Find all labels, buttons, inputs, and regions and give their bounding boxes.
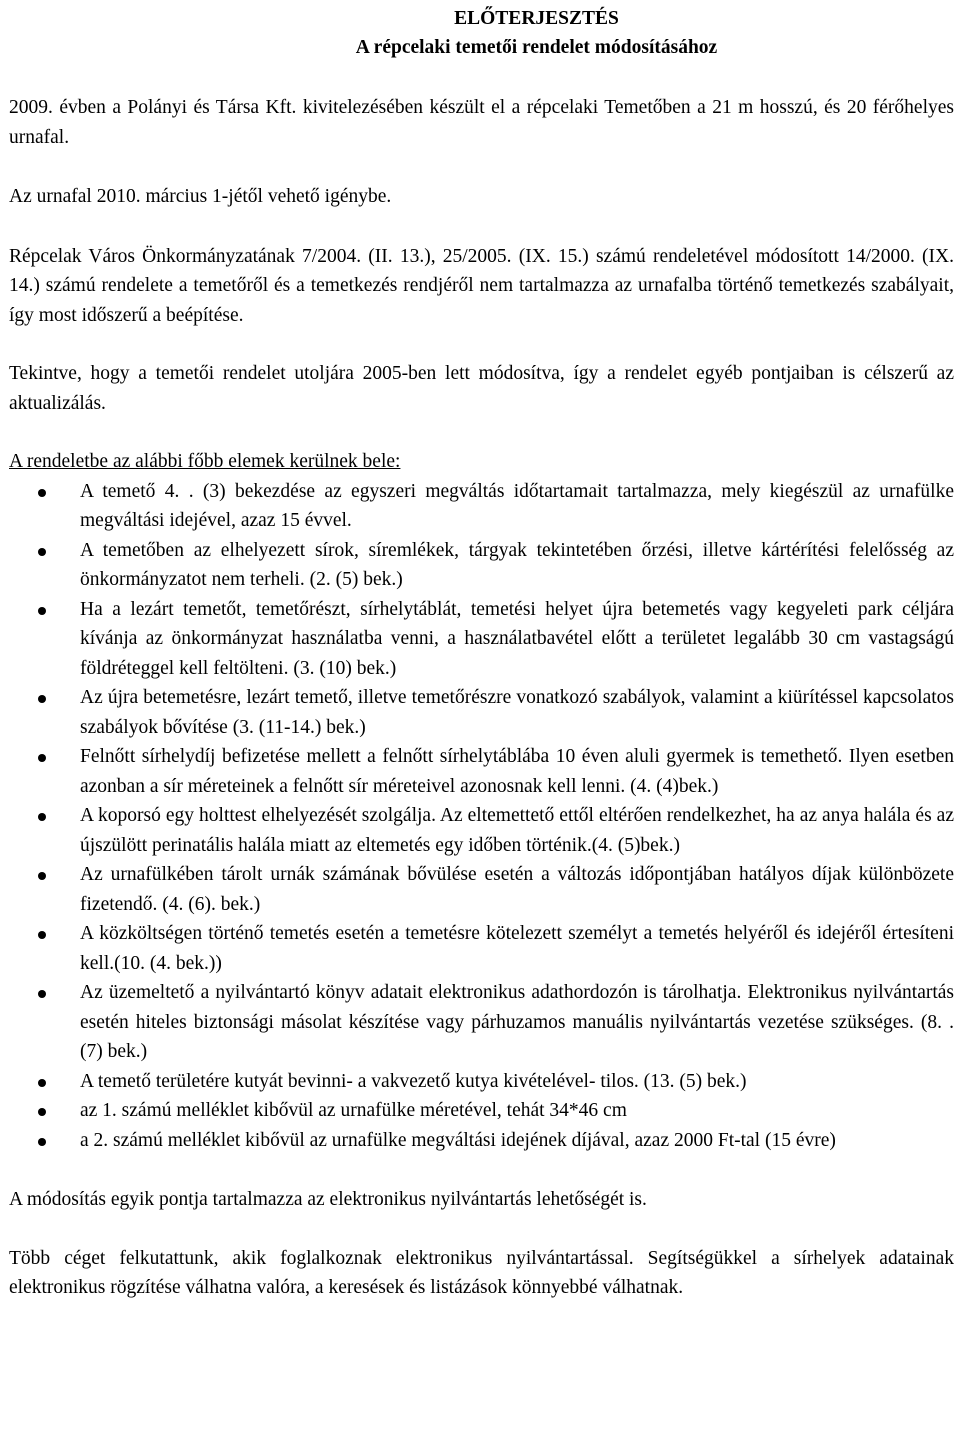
spacer (9, 330, 954, 359)
bullet-icon (38, 1108, 46, 1116)
spacer (9, 62, 954, 93)
list-item (9, 1126, 954, 1156)
list-item (9, 978, 954, 1067)
title-block (119, 4, 954, 62)
bullet-icon (38, 754, 46, 762)
bullet-icon (38, 813, 46, 821)
list-item-text: A temető területére kutyát bevinni- a vakvezető kutya kivételével- tilos. (13. (5) bek.) (80, 1070, 747, 1092)
list-item (9, 1067, 954, 1097)
list-item-text: A közköltségen történő temetés esetén a temetésre kötelezett személyt a temetés helyéről és idejéről értesíteni kell.(10. (4. bek.)) (80, 923, 954, 974)
document-page (9, 4, 954, 1303)
intro-paragraph-4: Tekintve, hogy a temetői rendelet utoljára 2005-ben lett módosítva, így a rendelet egyéb pontjaiban is célszerű az aktualizálás. (9, 363, 954, 414)
list-item (9, 860, 954, 919)
bullet-list (9, 477, 954, 1156)
list-item (9, 1096, 954, 1126)
document-subtitle: A répcelaki temetői rendelet módosításához (355, 37, 718, 58)
document-title: ELŐTERJESZTÉS (454, 8, 619, 29)
bullet-icon (38, 607, 46, 615)
list-item-text: A koporsó egy holttest elhelyezését szolgálja. Az eltemettető ettől eltérően rendelkezhet, ha az anya halála és az újszülött perinatális halála miatt az eltemetés egy időben történik.(4. (5)bek.) (80, 805, 954, 856)
list-item-text: az 1. számú melléklet kibővül az urnafülke méretével, tehát 34*46 cm (80, 1100, 627, 1121)
spacer (9, 1155, 954, 1185)
bullet-icon (38, 1079, 46, 1087)
list-item (9, 477, 954, 536)
list-item (9, 536, 954, 595)
list-item-text: A temető 4. . (3) bekezdése az egyszeri megváltás időtartamait tartalmazza, mely kiegészül az urnafülke megváltási idejével, azaz 15 évvel. (80, 480, 954, 531)
spacer (9, 1215, 954, 1244)
list-item-text: A temetőben az elhelyezett sírok, síremlékek, tárgyak tekintetében őrzési, illetve kártérítési felelősség az önkormányzatot nem terheli. (2. (5) bek.) (80, 539, 954, 590)
list-heading: A rendeletbe az alábbi főbb elemek kerülnek bele: (9, 451, 401, 472)
bullet-icon (38, 1138, 46, 1146)
list-item (9, 742, 954, 801)
spacer (9, 212, 954, 242)
spacer (9, 152, 954, 182)
spacer (9, 418, 954, 447)
closing-paragraph-2: Több céget felkutattunk, akik foglalkoznak elektronikus nyilvántartással. Segítségükkel a sírhelyek adatainak elektronikus rögzítése válhatna valóra, a keresések és listázások könnyebbé válhatnak. (9, 1247, 954, 1298)
intro-paragraph-3: Répcelak Város Önkormányzatának 7/2004. (II. 13.), 25/2005. (IX. 15.) számú rendeletével módosított 14/2000. (IX. 14.) számú rendelete a temetőről és a temetkezés rendjéről nem tartalmazza az urnafalba történő temetkezés szabályait, így most időszerű a beépítése. (9, 245, 954, 326)
list-item-text: Az urnafülkében tárolt urnák számának bővülése esetén a változás időpontjában hatályos díjak különbözete fizetendő. (4. (6). bek.) (80, 864, 954, 915)
list-item-text: Az újra betemetésre, lezárt temető, illetve temetőrészre vonatkozó szabályok, valamint a kiürítéssel kapcsolatos szabályok bővítése (3. (11-14.) bek.) (80, 687, 954, 738)
bullet-icon (38, 990, 46, 998)
list-item-text: Ha a lezárt temetőt, temetőrészt, sírhelytáblát, temetési helyet újra betemetés vagy kegyeleti park céljára kívánja az önkormányzat használatba venni, a használatbavétel előtt a területet legalább 30 cm vastagságú földréteggel kell feltölteni. (3. (10) bek.) (80, 598, 954, 679)
intro-paragraph-1: 2009. évben a Polányi és Társa Kft. kivitelezésében készült el a répcelaki Temetőben a 21 m hosszú, és 20 férőhelyes urnafal. (9, 97, 954, 148)
list-item-text: a 2. számú melléklet kibővül az urnafülke megváltási idejének díjával, azaz 2000 Ft-tal (15 évre) (80, 1129, 836, 1151)
bullet-icon (38, 489, 46, 497)
bullet-icon (38, 872, 46, 880)
list-item (9, 801, 954, 860)
list-item-text: Felnőtt sírhelydíj befizetése mellett a felnőtt sírhelytáblába 10 éven aluli gyermek is temethető. Ilyen esetben azonban a sír méreteinek a felnőtt sír méreteivel azonosnak kell lenni. (4. (4)bek.) (80, 746, 954, 797)
bullet-icon (38, 931, 46, 939)
list-item (9, 683, 954, 742)
list-item (9, 919, 954, 978)
list-item-text: Az üzemeltető a nyilvántartó könyv adatait elektronikus adathordozón is tárolhatja. Elektronikus nyilvántartás esetén hiteles biztonsági másolat készítése vagy párhuzamos manuális nyilvántartás vezetése szükséges. (8. . (7) bek.) (80, 982, 954, 1062)
bullet-icon (38, 548, 46, 556)
closing-paragraph-1: A módosítás egyik pontja tartalmazza az elektronikus nyilvántartás lehetőségét is. (9, 1189, 647, 1210)
list-item (9, 595, 954, 684)
intro-paragraph-2: Az urnafal 2010. március 1-jétől vehető igénybe. (9, 186, 392, 207)
bullet-icon (38, 695, 46, 703)
